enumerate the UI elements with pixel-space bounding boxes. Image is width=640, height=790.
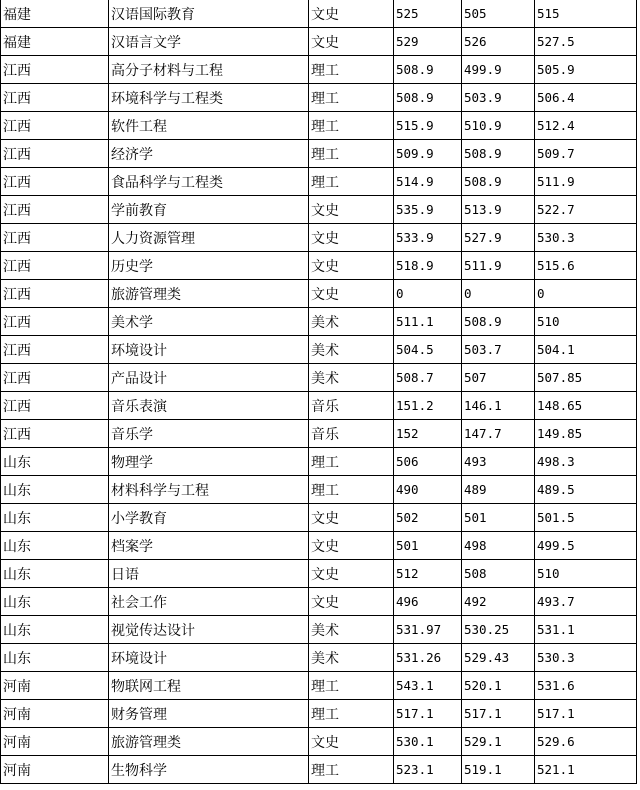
category-cell: 文史 xyxy=(309,588,394,616)
avg-score-cell: 529.6 xyxy=(535,728,637,756)
avg-score-cell: 531.6 xyxy=(535,672,637,700)
table-row xyxy=(1,224,637,252)
province-cell: 山东 xyxy=(1,448,109,476)
province-cell: 山东 xyxy=(1,504,109,532)
table-row xyxy=(1,168,637,196)
province-cell: 江西 xyxy=(1,308,109,336)
province-cell: 江西 xyxy=(1,252,109,280)
min-score-cell: 508 xyxy=(462,560,535,588)
avg-score-cell: 527.5 xyxy=(535,28,637,56)
province-cell: 江西 xyxy=(1,112,109,140)
avg-score-cell: 148.65 xyxy=(535,392,637,420)
avg-score-cell: 515 xyxy=(535,0,637,28)
max-score-cell: 151.2 xyxy=(394,392,462,420)
min-score-cell: 527.9 xyxy=(462,224,535,252)
table-row xyxy=(1,336,637,364)
table-row xyxy=(1,252,637,280)
max-score-cell: 523.1 xyxy=(394,756,462,784)
max-score-cell: 514.9 xyxy=(394,168,462,196)
major-cell: 汉语言文学 xyxy=(109,28,309,56)
min-score-cell: 489 xyxy=(462,476,535,504)
major-cell: 环境科学与工程类 xyxy=(109,84,309,112)
major-cell: 环境设计 xyxy=(109,644,309,672)
avg-score-cell: 530.3 xyxy=(535,224,637,252)
table-row xyxy=(1,84,637,112)
table-row xyxy=(1,728,637,756)
major-cell: 汉语国际教育 xyxy=(109,0,309,28)
max-score-cell: 152 xyxy=(394,420,462,448)
province-cell: 河南 xyxy=(1,728,109,756)
table-row xyxy=(1,308,637,336)
major-cell: 旅游管理类 xyxy=(109,280,309,308)
major-cell: 经济学 xyxy=(109,140,309,168)
major-cell: 档案学 xyxy=(109,532,309,560)
max-score-cell: 518.9 xyxy=(394,252,462,280)
min-score-cell: 508.9 xyxy=(462,140,535,168)
major-cell: 物理学 xyxy=(109,448,309,476)
min-score-cell: 505 xyxy=(462,0,535,28)
max-score-cell: 509.9 xyxy=(394,140,462,168)
category-cell: 理工 xyxy=(309,672,394,700)
province-cell: 江西 xyxy=(1,392,109,420)
avg-score-cell: 510 xyxy=(535,308,637,336)
min-score-cell: 511.9 xyxy=(462,252,535,280)
table-row xyxy=(1,196,637,224)
category-cell: 文史 xyxy=(309,252,394,280)
category-cell: 文史 xyxy=(309,196,394,224)
min-score-cell: 530.25 xyxy=(462,616,535,644)
major-cell: 环境设计 xyxy=(109,336,309,364)
major-cell: 食品科学与工程类 xyxy=(109,168,309,196)
table-row xyxy=(1,392,637,420)
province-cell: 江西 xyxy=(1,56,109,84)
table-row xyxy=(1,616,637,644)
avg-score-cell: 498.3 xyxy=(535,448,637,476)
category-cell: 文史 xyxy=(309,560,394,588)
province-cell: 河南 xyxy=(1,700,109,728)
min-score-cell: 0 xyxy=(462,280,535,308)
major-cell: 旅游管理类 xyxy=(109,728,309,756)
max-score-cell: 529 xyxy=(394,28,462,56)
min-score-cell: 508.9 xyxy=(462,308,535,336)
category-cell: 理工 xyxy=(309,448,394,476)
table-row xyxy=(1,588,637,616)
max-score-cell: 490 xyxy=(394,476,462,504)
major-cell: 音乐学 xyxy=(109,420,309,448)
avg-score-cell: 511.9 xyxy=(535,168,637,196)
table-row xyxy=(1,476,637,504)
category-cell: 理工 xyxy=(309,84,394,112)
avg-score-cell: 0 xyxy=(535,280,637,308)
min-score-cell: 529.43 xyxy=(462,644,535,672)
major-cell: 产品设计 xyxy=(109,364,309,392)
max-score-cell: 501 xyxy=(394,532,462,560)
max-score-cell: 543.1 xyxy=(394,672,462,700)
category-cell: 文史 xyxy=(309,224,394,252)
province-cell: 江西 xyxy=(1,364,109,392)
major-cell: 日语 xyxy=(109,560,309,588)
province-cell: 福建 xyxy=(1,28,109,56)
avg-score-cell: 506.4 xyxy=(535,84,637,112)
max-score-cell: 511.1 xyxy=(394,308,462,336)
major-cell: 音乐表演 xyxy=(109,392,309,420)
category-cell: 文史 xyxy=(309,532,394,560)
max-score-cell: 525 xyxy=(394,0,462,28)
category-cell: 美术 xyxy=(309,364,394,392)
max-score-cell: 531.26 xyxy=(394,644,462,672)
category-cell: 文史 xyxy=(309,0,394,28)
table-row xyxy=(1,112,637,140)
table-row xyxy=(1,280,637,308)
category-cell: 文史 xyxy=(309,728,394,756)
avg-score-cell: 149.85 xyxy=(535,420,637,448)
category-cell: 美术 xyxy=(309,336,394,364)
max-score-cell: 502 xyxy=(394,504,462,532)
category-cell: 理工 xyxy=(309,476,394,504)
min-score-cell: 520.1 xyxy=(462,672,535,700)
major-cell: 高分子材料与工程 xyxy=(109,56,309,84)
province-cell: 山东 xyxy=(1,616,109,644)
min-score-cell: 513.9 xyxy=(462,196,535,224)
avg-score-cell: 522.7 xyxy=(535,196,637,224)
min-score-cell: 508.9 xyxy=(462,168,535,196)
category-cell: 理工 xyxy=(309,56,394,84)
category-cell: 音乐 xyxy=(309,420,394,448)
min-score-cell: 503.7 xyxy=(462,336,535,364)
max-score-cell: 0 xyxy=(394,280,462,308)
major-cell: 物联网工程 xyxy=(109,672,309,700)
province-cell: 江西 xyxy=(1,336,109,364)
max-score-cell: 508.9 xyxy=(394,56,462,84)
max-score-cell: 512 xyxy=(394,560,462,588)
avg-score-cell: 493.7 xyxy=(535,588,637,616)
table-row xyxy=(1,756,637,784)
min-score-cell: 501 xyxy=(462,504,535,532)
min-score-cell: 503.9 xyxy=(462,84,535,112)
max-score-cell: 517.1 xyxy=(394,700,462,728)
score-table-body xyxy=(1,0,637,784)
province-cell: 福建 xyxy=(1,0,109,28)
min-score-cell: 499.9 xyxy=(462,56,535,84)
table-row xyxy=(1,140,637,168)
province-cell: 山东 xyxy=(1,532,109,560)
category-cell: 文史 xyxy=(309,280,394,308)
major-cell: 历史学 xyxy=(109,252,309,280)
table-row xyxy=(1,644,637,672)
table-row xyxy=(1,672,637,700)
min-score-cell: 507 xyxy=(462,364,535,392)
avg-score-cell: 512.4 xyxy=(535,112,637,140)
min-score-cell: 146.1 xyxy=(462,392,535,420)
min-score-cell: 510.9 xyxy=(462,112,535,140)
avg-score-cell: 507.85 xyxy=(535,364,637,392)
avg-score-cell: 501.5 xyxy=(535,504,637,532)
category-cell: 美术 xyxy=(309,308,394,336)
major-cell: 人力资源管理 xyxy=(109,224,309,252)
province-cell: 江西 xyxy=(1,84,109,112)
province-cell: 江西 xyxy=(1,420,109,448)
major-cell: 财务管理 xyxy=(109,700,309,728)
category-cell: 美术 xyxy=(309,616,394,644)
min-score-cell: 526 xyxy=(462,28,535,56)
province-cell: 江西 xyxy=(1,168,109,196)
max-score-cell: 508.7 xyxy=(394,364,462,392)
province-cell: 江西 xyxy=(1,140,109,168)
min-score-cell: 529.1 xyxy=(462,728,535,756)
avg-score-cell: 499.5 xyxy=(535,532,637,560)
avg-score-cell: 505.9 xyxy=(535,56,637,84)
table-row xyxy=(1,560,637,588)
table-row xyxy=(1,700,637,728)
max-score-cell: 506 xyxy=(394,448,462,476)
province-cell: 山东 xyxy=(1,476,109,504)
avg-score-cell: 517.1 xyxy=(535,700,637,728)
province-cell: 河南 xyxy=(1,756,109,784)
major-cell: 小学教育 xyxy=(109,504,309,532)
category-cell: 音乐 xyxy=(309,392,394,420)
max-score-cell: 535.9 xyxy=(394,196,462,224)
table-row xyxy=(1,56,637,84)
table-row xyxy=(1,448,637,476)
province-cell: 山东 xyxy=(1,560,109,588)
category-cell: 理工 xyxy=(309,700,394,728)
avg-score-cell: 504.1 xyxy=(535,336,637,364)
table-row xyxy=(1,28,637,56)
major-cell: 软件工程 xyxy=(109,112,309,140)
table-row xyxy=(1,420,637,448)
province-cell: 河南 xyxy=(1,672,109,700)
max-score-cell: 533.9 xyxy=(394,224,462,252)
min-score-cell: 517.1 xyxy=(462,700,535,728)
table-row xyxy=(1,0,637,28)
province-cell: 山东 xyxy=(1,588,109,616)
max-score-cell: 508.9 xyxy=(394,84,462,112)
category-cell: 理工 xyxy=(309,756,394,784)
min-score-cell: 519.1 xyxy=(462,756,535,784)
province-cell: 山东 xyxy=(1,644,109,672)
major-cell: 学前教育 xyxy=(109,196,309,224)
major-cell: 社会工作 xyxy=(109,588,309,616)
province-cell: 江西 xyxy=(1,280,109,308)
province-cell: 江西 xyxy=(1,196,109,224)
category-cell: 文史 xyxy=(309,28,394,56)
category-cell: 美术 xyxy=(309,644,394,672)
major-cell: 美术学 xyxy=(109,308,309,336)
avg-score-cell: 515.6 xyxy=(535,252,637,280)
max-score-cell: 531.97 xyxy=(394,616,462,644)
major-cell: 材料科学与工程 xyxy=(109,476,309,504)
major-cell: 生物科学 xyxy=(109,756,309,784)
max-score-cell: 504.5 xyxy=(394,336,462,364)
category-cell: 理工 xyxy=(309,140,394,168)
avg-score-cell: 531.1 xyxy=(535,616,637,644)
max-score-cell: 530.1 xyxy=(394,728,462,756)
category-cell: 文史 xyxy=(309,504,394,532)
min-score-cell: 492 xyxy=(462,588,535,616)
avg-score-cell: 510 xyxy=(535,560,637,588)
avg-score-cell: 509.7 xyxy=(535,140,637,168)
avg-score-cell: 530.3 xyxy=(535,644,637,672)
min-score-cell: 498 xyxy=(462,532,535,560)
avg-score-cell: 521.1 xyxy=(535,756,637,784)
table-row xyxy=(1,504,637,532)
category-cell: 理工 xyxy=(309,112,394,140)
min-score-cell: 147.7 xyxy=(462,420,535,448)
max-score-cell: 496 xyxy=(394,588,462,616)
max-score-cell: 515.9 xyxy=(394,112,462,140)
avg-score-cell: 489.5 xyxy=(535,476,637,504)
province-cell: 江西 xyxy=(1,224,109,252)
table-row xyxy=(1,532,637,560)
category-cell: 理工 xyxy=(309,168,394,196)
min-score-cell: 493 xyxy=(462,448,535,476)
major-cell: 视觉传达设计 xyxy=(109,616,309,644)
table-row xyxy=(1,364,637,392)
